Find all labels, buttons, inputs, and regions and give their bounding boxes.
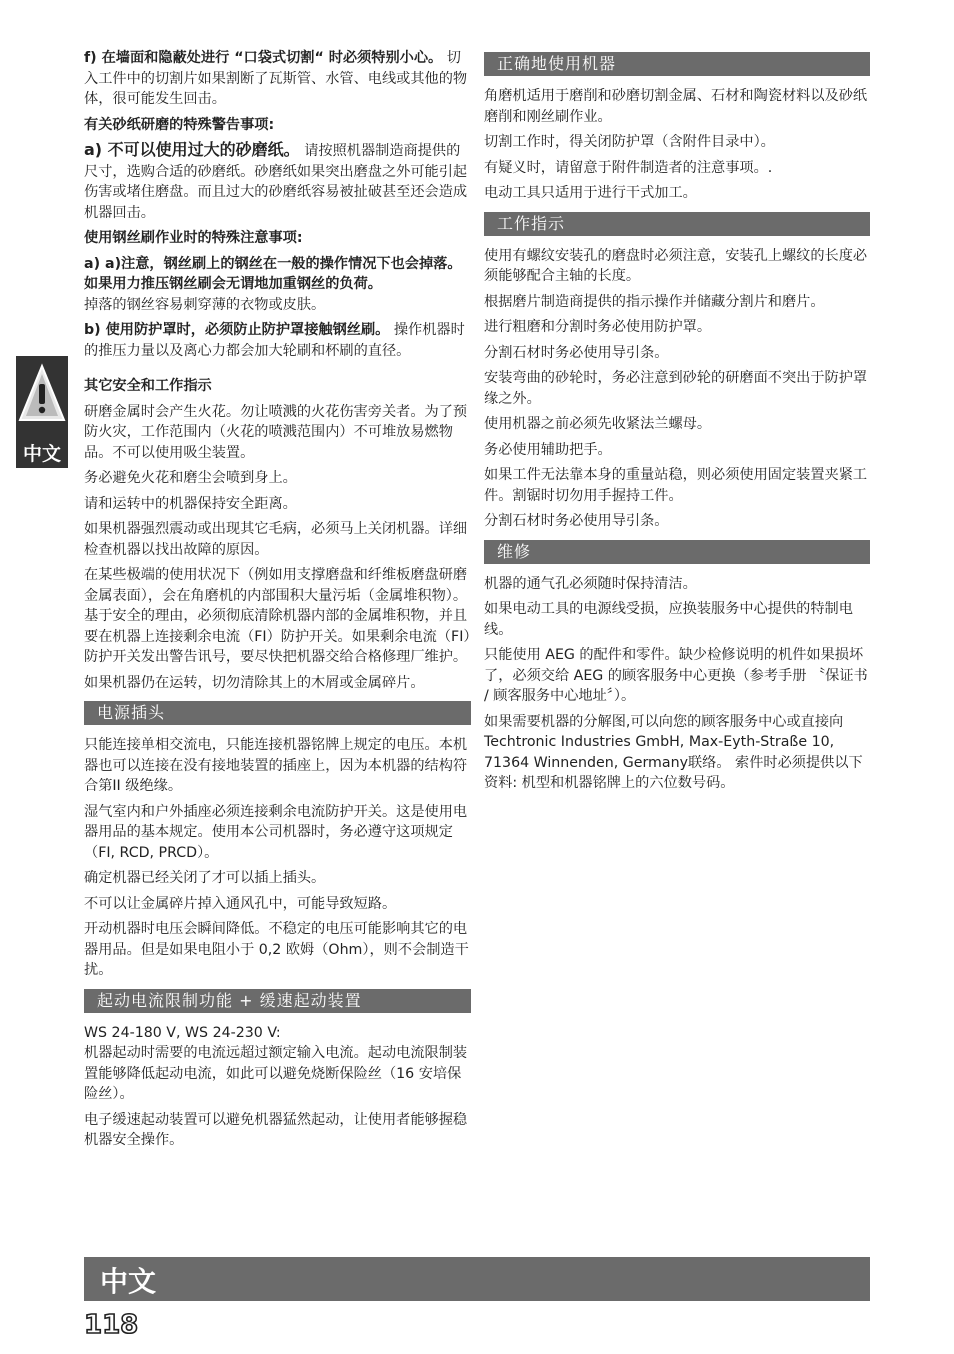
wire-a-lead: a) a)注意，钢丝刷上的钢丝在一般的操作情况下也会掉落。如果用力推压钢丝刷会无谓地加重钢丝的负荷。	[84, 255, 462, 292]
side-tab-label: 中文	[22, 443, 61, 465]
wire-b-text: 操作机器时的推压力量以及离心力都会加大轮刷和杯刷的直径。	[84, 322, 465, 359]
work-paragraph: 使用有螺纹安装孔的磨盘时必须注意，安装孔上螺纹的长度必须能够配合主轴的长度。	[484, 247, 868, 284]
wire-heading: 使用钢丝刷作业时的特殊注意事项:	[84, 230, 303, 246]
maintenance-paragraph: 只能使用 AEG 的配件和零件。缺少检修说明的机件如果损坏了，必须交给 AEG 的顾客服务中心更换（参考手册 〝保证书 / 顾客服务中心地址〞）。	[484, 647, 868, 704]
plug-paragraph: 开动机器时电压会瞬间降低。不稳定的电压可能影响其它的电器用品。但是如果电阻小于 0,2 欧姆（Ohm），则不会制造干扰。	[84, 921, 469, 978]
language-side-tab	[16, 356, 68, 468]
maintenance-paragraph: 如果电动工具的电源线受损，应换装服务中心提供的特制电线。	[484, 601, 853, 638]
plug-paragraph: 只能连接单相交流电，只能连接机器铭牌上规定的电压。本机器也可以连接在没有接地装置的插座上，因为本机器的结构符合第II 级绝缘。	[84, 737, 468, 794]
section-heading-work-instructions: 工作指示	[484, 212, 870, 236]
section-heading-start-current: 起动电流限制功能 + 缓速起动装置	[84, 989, 471, 1013]
section-heading-correct-use: 正确地使用机器	[484, 52, 870, 76]
other-paragraph: 如果机器强烈震动或出现其它毛病，必须马上关闭机器。详细检查机器以找出故障的原因。	[84, 521, 468, 558]
footer-language-label: 中文	[100, 1265, 157, 1298]
work-paragraph: 如果工件无法靠本身的重量站稳，则必须使用固定装置夹紧工件。割锯时切勿用手握持工件。	[484, 467, 868, 504]
footer-language-bar	[84, 1257, 870, 1301]
sanding-a	[84, 140, 471, 223]
work-paragraph: 务必使用辅助把手。	[484, 441, 612, 458]
warning-triangle-icon	[18, 360, 66, 432]
other-paragraph: 务必避免火花和磨尘会喷到身上。	[84, 470, 297, 486]
paragraph-f-text: 切入工件中的切割片如果割断了瓦斯管、水管、电线或其他的物体，很可能发生回击。	[84, 50, 468, 107]
paragraph-f	[84, 48, 471, 110]
plug-paragraph: 确定机器已经关闭了才可以插上插头。	[84, 870, 326, 886]
work-paragraph: 分割石材时务必使用导引条。	[484, 513, 669, 529]
work-paragraph: 安装弯曲的砂轮时，务必注意到砂轮的研磨面不突出于防护罩缘之外。	[484, 370, 868, 407]
use-paragraph: 切割工作时，得关闭防护罩（含附件目录中）。	[484, 134, 775, 150]
other-paragraph: 在某些极端的使用状况下（例如用支撑磨盘和纤维板磨盘研磨金属表面），会在角磨机的内部围积大量污垢（金属堆积物）。基于安全的理由，必须彻底清除机器内部的金属堆积物，并且要在机器上连接剩余电流（FI）防护开关。如果剩余电流（FI）防护开关发出警告讯号，要尽快把机器交给合格修理厂维护。	[84, 567, 471, 665]
wire-a	[84, 254, 471, 316]
work-paragraph: 进行粗磨和分割时务必使用防护罩。	[484, 319, 712, 335]
right-column	[484, 48, 870, 799]
wire-b	[84, 320, 471, 361]
sanding-a-lead: a) 不可以使用过大的砂磨纸。	[84, 140, 300, 159]
maintenance-paragraph: 机器的通气孔必须随时保持清洁。	[484, 575, 697, 592]
start-models: WS 24-180 V, WS 24-230 V:	[84, 1024, 281, 1041]
sanding-a-text: 请按照机器制造商提供的尺寸，选购合适的砂磨纸。砂磨纸如果突出磨盘之外可能引起伤害或堵住磨盘。而且过大的砂磨纸容易被扯破甚至还会造成机器回击。	[84, 143, 468, 221]
other-heading: 其它安全和工作指示	[84, 378, 212, 394]
use-paragraph: 角磨机适用于磨削和砂磨切割金属、石材和陶瓷材料以及砂纸磨削和刚丝刷作业。	[484, 88, 868, 125]
use-paragraph: 有疑义时，请留意于附件制造者的注意事项。.	[484, 159, 773, 176]
page-number: 118	[84, 1310, 139, 1340]
use-paragraph: 电动工具只适用于进行干式加工。	[484, 185, 697, 201]
section-heading-plug: 电源插头	[84, 701, 471, 725]
work-paragraph: 分割石材时务必使用导引条。	[484, 344, 669, 361]
plug-paragraph: 不可以让金属碎片掉入通风孔中，可能导致短路。	[84, 895, 397, 912]
start-paragraph: 电子缓速起动装置可以避免机器猛然起动，让使用者能够握稳机器安全操作。	[84, 1111, 468, 1148]
other-paragraph: 请和运转中的机器保持安全距离。	[84, 495, 297, 512]
work-paragraph: 使用机器之前必须先收紧法兰螺母。	[484, 416, 712, 432]
left-column	[84, 48, 471, 1156]
sanding-heading: 有关砂纸研磨的特殊警告事项:	[84, 116, 275, 133]
other-paragraph: 如果机器仍在运转，切勿清除其上的木屑或金属碎片。	[84, 674, 425, 691]
wire-b-lead: b) 使用防护罩时，必须防止防护罩接触钢丝刷。	[84, 322, 390, 338]
work-paragraph: 根据磨片制造商提供的指示操作并储藏分割片和磨片。	[484, 293, 825, 310]
paragraph-f-lead: f) 在墙面和隐蔽处进行 “口袋式切割“ 时必须特别小心。	[84, 50, 443, 66]
section-heading-maintenance: 维修	[484, 540, 870, 564]
start-paragraph: 机器起动时需要的电流远超过额定输入电流。起动电流限制装置能够降低起动电流，如此可以避免烧断保险丝（16 安培保险丝）。	[84, 1045, 468, 1102]
other-paragraph: 研磨金属时会产生火花。勿让喷溅的火花伤害旁关者。为了预防火灾，工作范围内（火花的喷溅范围内）不可堆放易燃物品。不可以使用吸尘装置。	[84, 403, 468, 461]
wire-a-text: 掉落的钢丝容易刺穿薄的衣物或皮肤。	[84, 296, 326, 313]
maintenance-paragraph: 如果需要机器的分解图,可以向您的顾客服务中心或直接向 Techtronic Industries GmbH, Max-Eyth-Straße 10, 71364 Winnenden, Germany联络。 索件时必须提供以下资料: 机型和机器铭牌上的六位数号码。	[484, 713, 863, 791]
plug-paragraph: 湿气室内和户外插座必须连接剩余电流防护开关。这是使用电器用品的基本规定。使用本公司机器时，务必遵守这项规定 （FI, RCD, PRCD）。	[84, 803, 468, 861]
